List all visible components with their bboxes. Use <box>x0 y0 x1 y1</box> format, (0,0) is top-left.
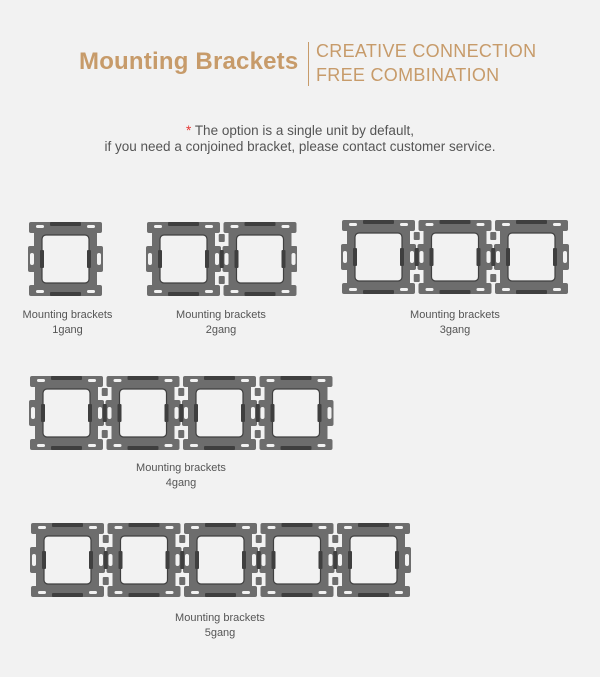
note-asterisk: * <box>186 123 192 138</box>
product-name: Mounting brackets <box>410 309 500 321</box>
product-name: Mounting brackets <box>22 309 113 321</box>
product-caption-2gang <box>163 308 279 338</box>
bracket-image-1gang <box>28 220 103 298</box>
note-line1-container <box>0 123 600 138</box>
product-caption-3gang <box>397 308 513 338</box>
page-title: Mounting Brackets <box>79 48 299 75</box>
product-name: Mounting brackets <box>136 462 226 474</box>
product-name: Mounting brackets <box>175 612 265 624</box>
title-divider <box>308 42 309 86</box>
header <box>0 38 600 92</box>
bracket-image-3gang <box>341 218 570 296</box>
bracket-image-4gang <box>29 374 334 452</box>
bracket-image-2gang <box>146 220 297 298</box>
note-line1: The option is a single unit by default, <box>194 123 414 138</box>
product-caption-4gang <box>123 461 239 491</box>
note-line2: if you need a conjoined bracket, please contact customer service. <box>104 139 496 154</box>
product-variant: 5gang <box>204 627 236 639</box>
tagline-line2: FREE COMBINATION <box>316 65 500 85</box>
product-variant: 4gang <box>165 477 197 489</box>
product-caption-5gang <box>162 611 278 641</box>
product-variant: 2gang <box>205 324 237 336</box>
bracket-image-5gang <box>30 521 412 599</box>
product-caption-1gang <box>10 308 125 338</box>
product-name: Mounting brackets <box>176 309 266 321</box>
product-variant: 3gang <box>439 324 471 336</box>
product-variant: 1gang <box>52 324 83 336</box>
tagline-line1: CREATIVE CONNECTION <box>316 41 537 61</box>
